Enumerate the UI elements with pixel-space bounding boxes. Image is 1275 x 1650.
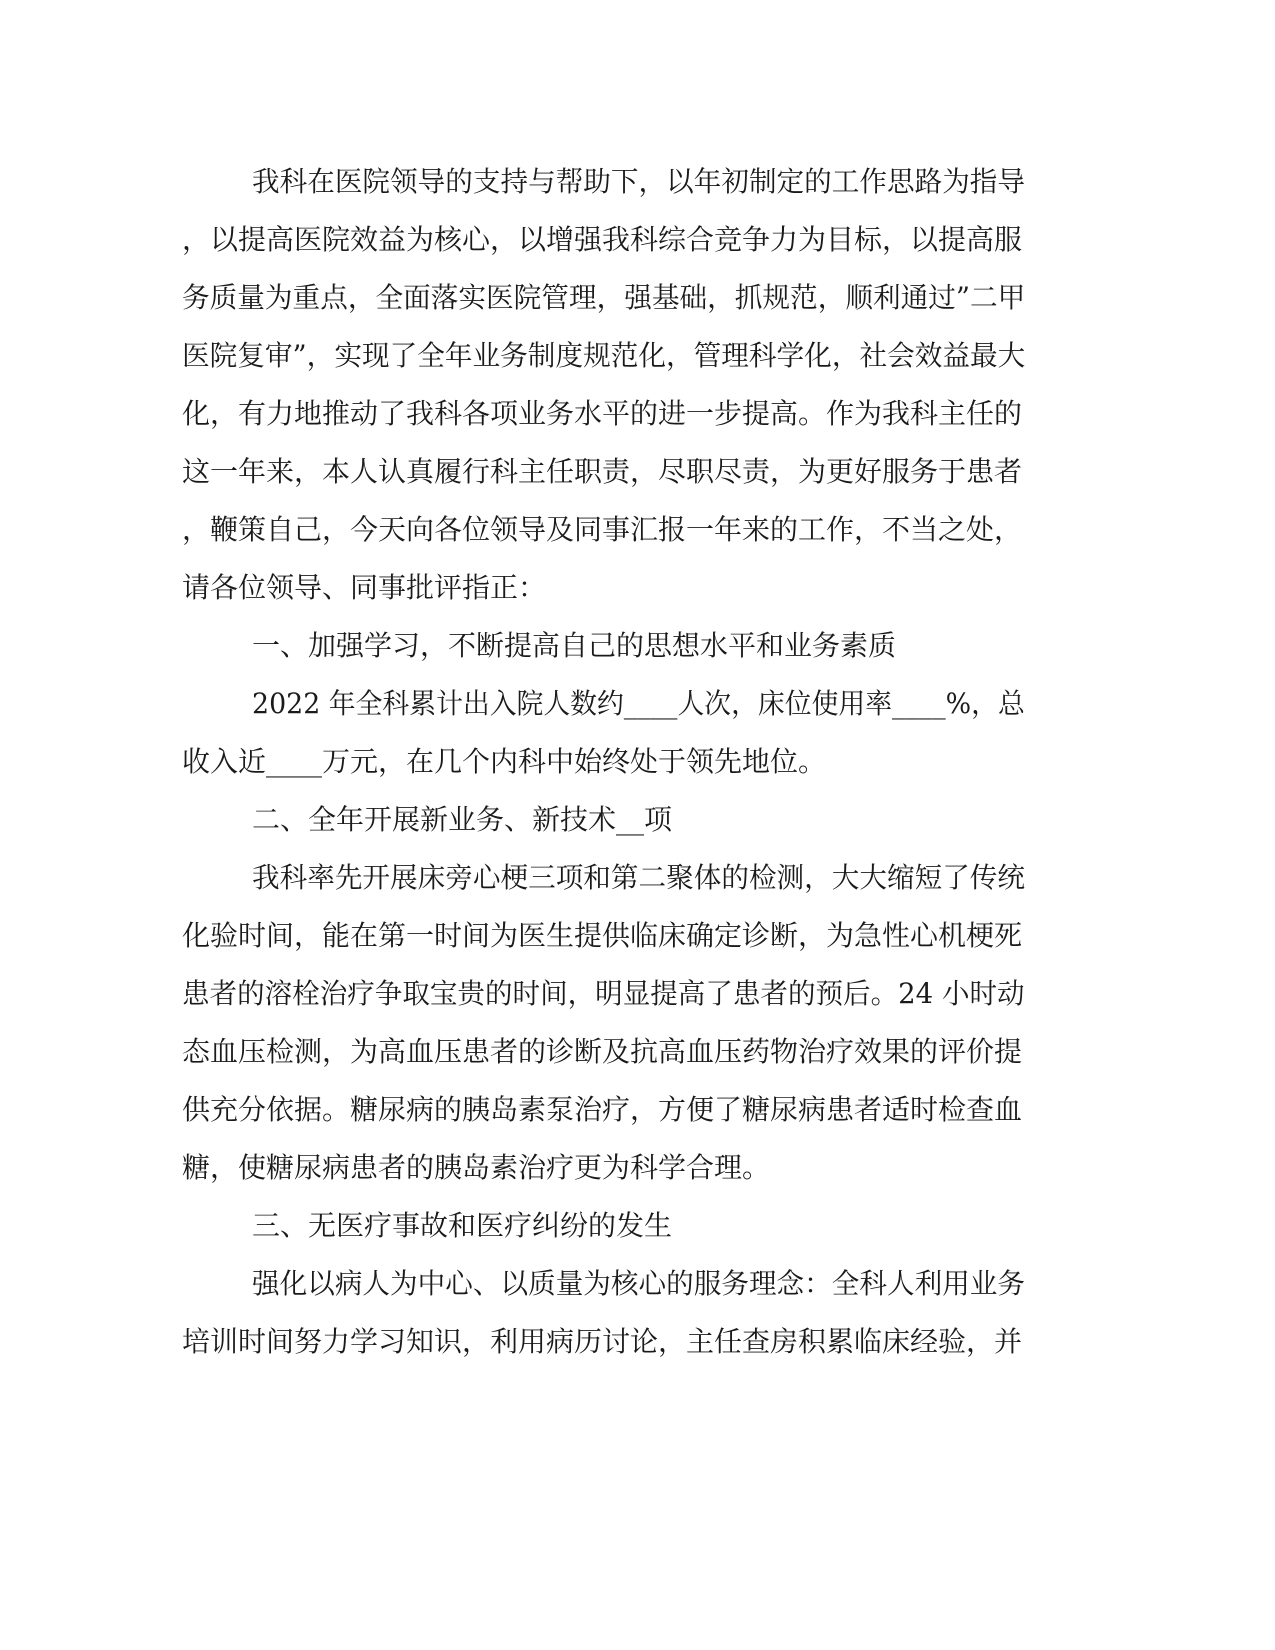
paragraph-line — [0, 278, 1275, 318]
paragraph-line — [0, 684, 1275, 724]
paragraph-line — [0, 1148, 1275, 1188]
paragraph-line — [0, 1264, 1275, 1304]
line-text: 化验时间，能在第一时间为医生提供临床确定诊断，为急性心机梗死 — [182, 919, 1023, 952]
line-text: ，鞭策自己，今天向各位领导及同事汇报一年来的工作，不当之处， — [182, 513, 1023, 546]
paragraph-line — [0, 220, 1275, 260]
line-text: 供充分依据。糖尿病的胰岛素泵治疗，方便了糖尿病患者适时检查血 — [182, 1093, 1023, 1126]
line-text: 培训时间努力学习知识，利用病历讨论，主任查房积累临床经验，并 — [182, 1325, 1023, 1358]
line-text: 请各位领导、同事批评指正： — [182, 571, 547, 604]
line-text: 务质量为重点，全面落实医院管理，强基础，抓规范，顺利通过”二甲 — [182, 281, 1026, 314]
line-text: 患者的溶栓治疗争取宝贵的时间，明显提高了患者的预后。24 小时动 — [182, 977, 1025, 1010]
paragraph-line — [0, 394, 1275, 434]
paragraph-line — [0, 858, 1275, 898]
section-heading — [0, 800, 1275, 840]
paragraph-line — [0, 336, 1275, 376]
heading-text: 二、全年开展新业务、新技术__项 — [252, 803, 673, 836]
paragraph-line — [0, 162, 1275, 202]
paragraph-line — [0, 742, 1275, 782]
section-heading — [0, 1206, 1275, 1246]
line-text: 我科在医院领导的支持与帮助下，以年初制定的工作思路为指导 — [252, 165, 1026, 198]
line-text: 2022 年全科累计出入院人数约____人次，床位使用率____%，总 — [252, 687, 1025, 720]
paragraph-line — [0, 1032, 1275, 1072]
line-text: 收入近____万元，在几个内科中始终处于领先地位。 — [182, 745, 827, 778]
paragraph-line — [0, 452, 1275, 492]
line-text: 我科率先开展床旁心梗三项和第二聚体的检测，大大缩短了传统 — [252, 861, 1026, 894]
paragraph-line — [0, 510, 1275, 550]
paragraph-line — [0, 1322, 1275, 1362]
line-text: ，以提高医院效益为核心，以增强我科综合竞争力为目标，以提高服 — [182, 223, 1023, 256]
paragraph-line — [0, 1090, 1275, 1130]
line-text: 这一年来，本人认真履行科主任职责，尽职尽责，为更好服务于患者 — [182, 455, 1023, 488]
paragraph-line — [0, 974, 1275, 1014]
line-text: 医院复审”，实现了全年业务制度规范化，管理科学化，社会效益最大 — [182, 339, 1026, 372]
line-text: 糖，使糖尿病患者的胰岛素治疗更为科学合理。 — [182, 1151, 771, 1184]
line-text: 态血压检测，为高血压患者的诊断及抗高血压药物治疗效果的评价提 — [182, 1035, 1023, 1068]
paragraph-line — [0, 568, 1275, 608]
heading-text: 三、无医疗事故和医疗纠纷的发生 — [252, 1209, 673, 1242]
section-heading — [0, 626, 1275, 666]
line-text: 化，有力地推动了我科各项业务水平的进一步提高。作为我科主任的 — [182, 397, 1023, 430]
heading-text: 一、加强学习，不断提高自己的思想水平和业务素质 — [252, 629, 897, 662]
line-text: 强化以病人为中心、以质量为核心的服务理念：全科人利用业务 — [252, 1267, 1026, 1300]
paragraph-line — [0, 916, 1275, 956]
